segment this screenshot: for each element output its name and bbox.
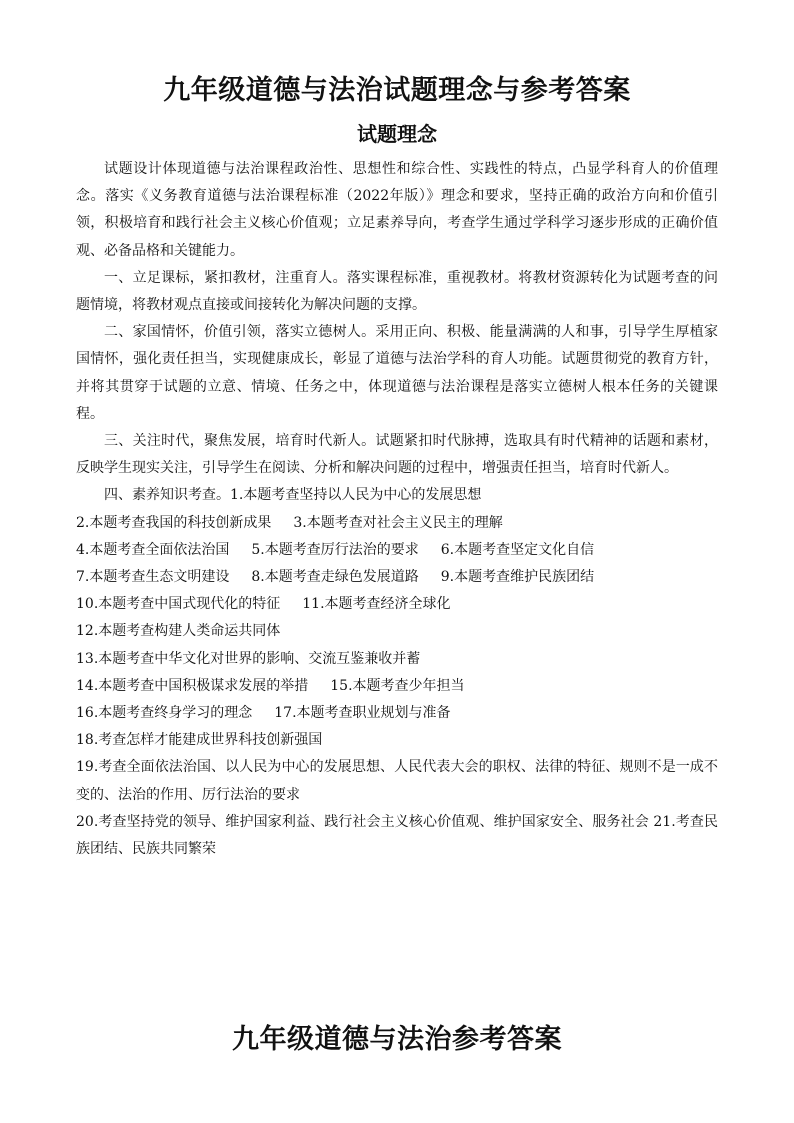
item-7: 7.本题考查生态文明建设	[76, 569, 230, 586]
item-13: 13.本题考查中华文化对世界的影响、交流互鉴兼收并蓄	[76, 650, 421, 667]
item-9: 9.本题考查维护民族团结	[440, 569, 595, 586]
item-row	[76, 673, 718, 700]
item-row	[76, 700, 718, 727]
item-6: 6.本题考查坚定文化自信	[440, 541, 595, 558]
item-8: 8.本题考查走绿色发展道路	[251, 569, 419, 586]
point-1-paragraph: 一、立足课标，紧扣教材，注重育人。落实课程标准，重视教材。将教材资源转化为试题考查的问题情境，将教材观点直接或间接转化为解决问题的支撑。	[76, 269, 718, 314]
item-10: 10.本题考查中国式现代化的特征	[76, 596, 281, 613]
item-row	[76, 591, 718, 618]
item-20-21: 20.考查坚持党的领导、维护国家利益、践行社会主义核心价值观、维护国家安全、服务社会 21.考查民族团结、民族共同繁荣	[76, 813, 718, 858]
intro-paragraph: 试题设计体现道德与法治课程政治性、思想性和综合性、实践性的特点，凸显学科育人的价值理念。落实《义务教育道德与法治课程标准（2022年版）》理念和要求，坚持正确的政治方向和价值引领，积极培育和践行社会主义核心价值观；立足素养导向，考查学生通过学科学习逐步形成的正确价值观、必备品格和关键能力。	[76, 161, 718, 259]
item-16: 16.本题考查终身学习的理念	[76, 705, 253, 722]
item-row	[76, 510, 718, 537]
item-row	[76, 564, 718, 591]
item-11: 11.本题考查经济全球化	[302, 596, 451, 613]
section-title: 试题理念	[357, 122, 437, 146]
item-18: 18.考查怎样才能建成世界科技创新强国	[76, 732, 323, 749]
item-14: 14.本题考查中国积极谋求发展的举措	[76, 677, 309, 694]
item-2: 2.本题考查我国的科技创新成果	[76, 514, 272, 531]
point-2-paragraph: 二、家国情怀，价值引领，落实立德树人。采用正向、积极、能量满满的人和事，引导学生厚植家国情怀，强化责任担当，实现健康成长，彰显了道德与法治学科的育人功能。试题贯彻党的教育方针，并将其贯穿于试题的立意、情境、任务之中，体现道德与法治课程是落实立德树人根本任务的关键课程。	[76, 324, 718, 422]
answer-title: 九年级道德与法治参考答案	[232, 1024, 562, 1055]
item-19: 19.考查全面依法治国、以人民为中心的发展思想、人民代表大会的职权、法律的特征、规则不是一成不变的、法治的作用、厉行法治的要求	[76, 759, 718, 803]
item-row	[76, 537, 718, 564]
item-12: 12.本题考查构建人类命运共同体	[76, 623, 281, 640]
point-3-paragraph: 三、关注时代，聚焦发展，培育时代新人。试题紧扣时代脉搏，选取具有时代精神的话题和素材，反映学生现实关注，引导学生在阅读、分析和解决问题的过程中，增强责任担当，培育时代新人。	[76, 433, 718, 477]
item-3: 3.本题考查对社会主义民主的理解	[293, 514, 503, 531]
document-title: 九年级道德与法治试题理念与参考答案	[163, 75, 631, 106]
item-5: 5.本题考查厉行法治的要求	[251, 541, 419, 558]
point-4-lead: 四、素养知识考查。1.本题考查坚持以人民为中心的发展思想	[104, 487, 482, 504]
document-body	[76, 156, 718, 863]
item-17: 17.本题考查职业规划与准备	[274, 705, 451, 722]
item-4: 4.本题考查全面依法治国	[76, 541, 230, 558]
item-15: 15.本题考查少年担当	[330, 677, 465, 694]
